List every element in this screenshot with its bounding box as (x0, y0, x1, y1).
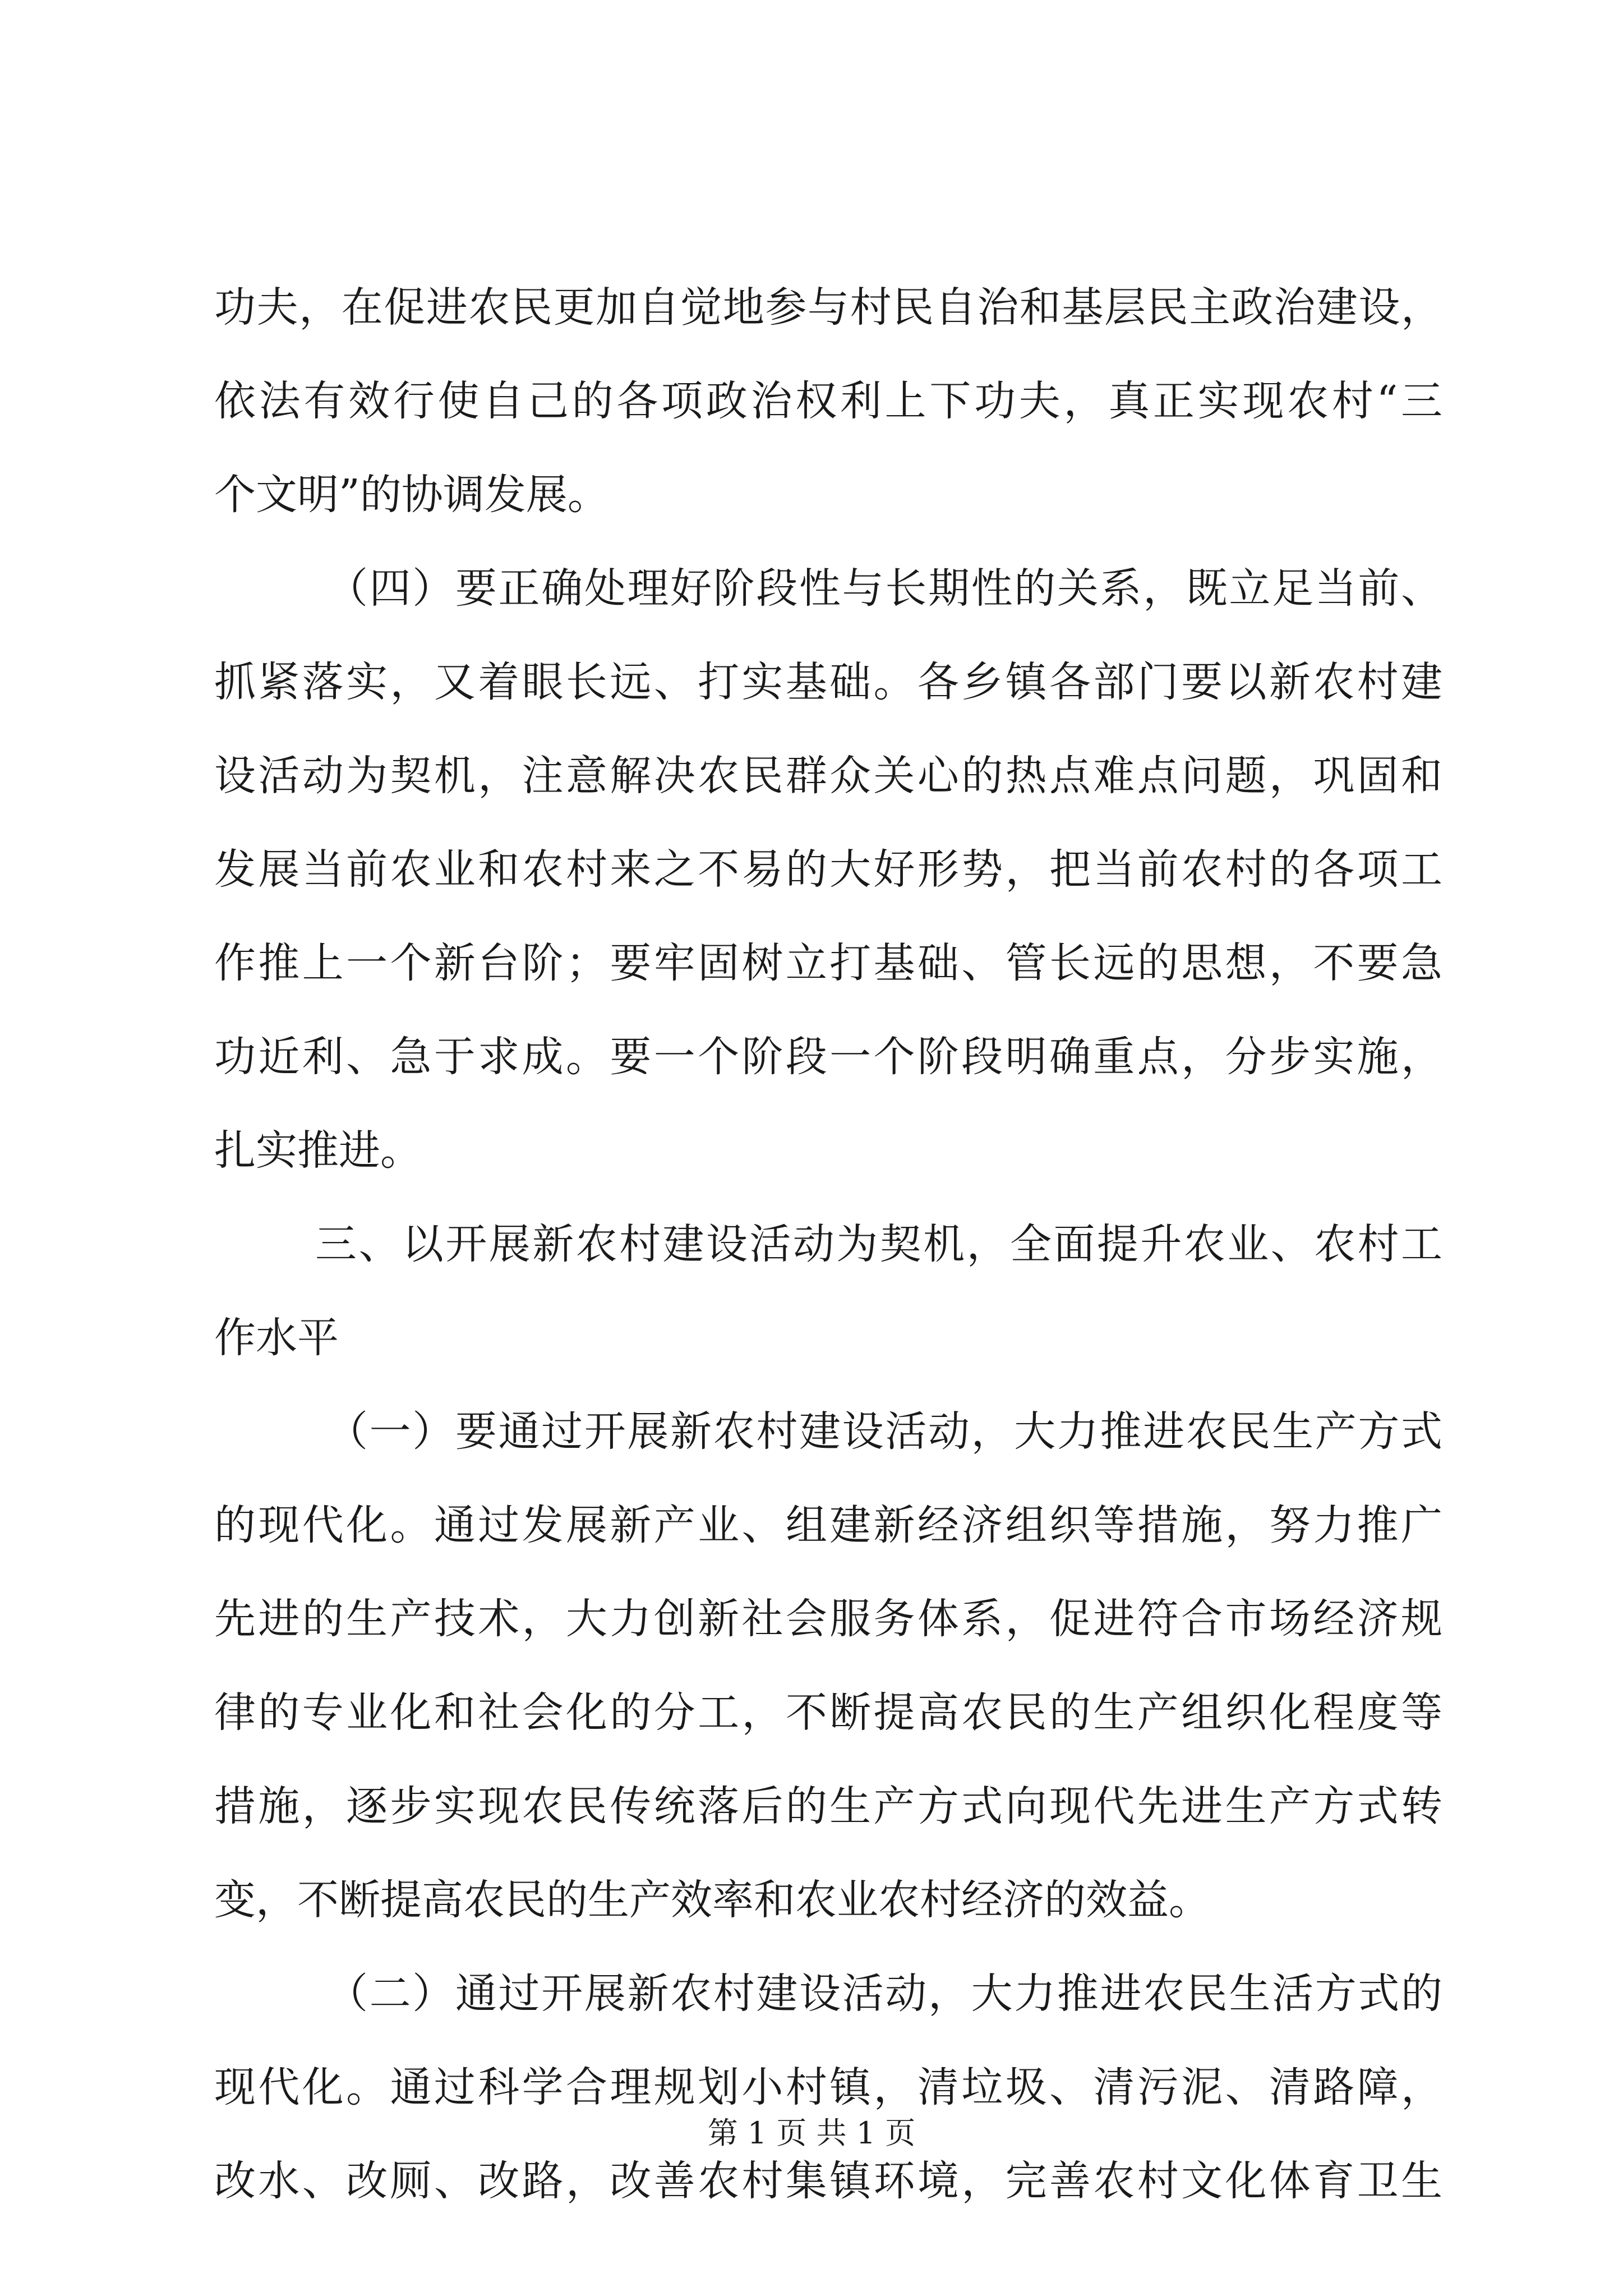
text-line: 措施，逐步实现农民传统落后的生产方式向现代先进生产方式转 (214, 1782, 1442, 1830)
text-line: 作水平 (214, 1314, 339, 1362)
text-line: 先进的生产技术，大力创新社会服务体系，促进符合市场经济规 (214, 1595, 1442, 1643)
text-line: 功近利、急于求成。要一个阶段一个阶段明确重点，分步实施， (214, 1033, 1442, 1081)
text-line: （四）要正确处理好阶段性与长期性的关系，既立足当前、 (326, 564, 1442, 613)
text-line: 依法有效行使自己的各项政治权利上下功夫，真正实现农村“三 (214, 377, 1442, 425)
text-line: 改水、改厕、改路，改善农村集镇环境，完善农村文化体育卫生 (214, 2157, 1442, 2205)
document-body (214, 261, 1442, 2228)
text-line: 变，不断提高农民的生产效率和农业农村经济的效益。 (214, 1876, 1210, 1924)
text-line: 作推上一个新台阶；要牢固树立打基础、管长远的思想，不要急 (214, 939, 1442, 987)
text-line: 设活动为契机，注意解决农民群众关心的热点难点问题，巩固和 (214, 752, 1442, 800)
text-line: （二）通过开展新农村建设活动，大力推进农民生活方式的 (326, 1970, 1442, 2018)
page-footer: 第 1 页 共 1 页 (707, 2115, 916, 2151)
text-line: 律的专业化和社会化的分工，不断提高农民的生产组织化程度等 (214, 1688, 1442, 1737)
text-line: 扎实推进。 (214, 1126, 422, 1175)
text-line: 功夫，在促进农民更加自觉地参与村民自治和基层民主政治建设， (214, 283, 1442, 332)
text-line: 抓紧落实，又着眼长远、打实基础。各乡镇各部门要以新农村建 (214, 658, 1442, 706)
text-line: 三、以开展新农村建设活动为契机，全面提升农业、农村工 (315, 1220, 1442, 1268)
text-line: （一）要通过开展新农村建设活动，大力推进农民生产方式 (326, 1407, 1442, 1456)
text-line: 个文明”的协调发展。 (214, 471, 609, 519)
text-line: 发展当前农业和农村来之不易的大好形势，把当前农村的各项工 (214, 845, 1442, 894)
text-line: 的现代化。通过发展新产业、组建新经济组织等措施，努力推广 (214, 1501, 1442, 1549)
text-line: 现代化。通过科学合理规划小村镇，清垃圾、清污泥、清路障， (214, 2063, 1442, 2111)
